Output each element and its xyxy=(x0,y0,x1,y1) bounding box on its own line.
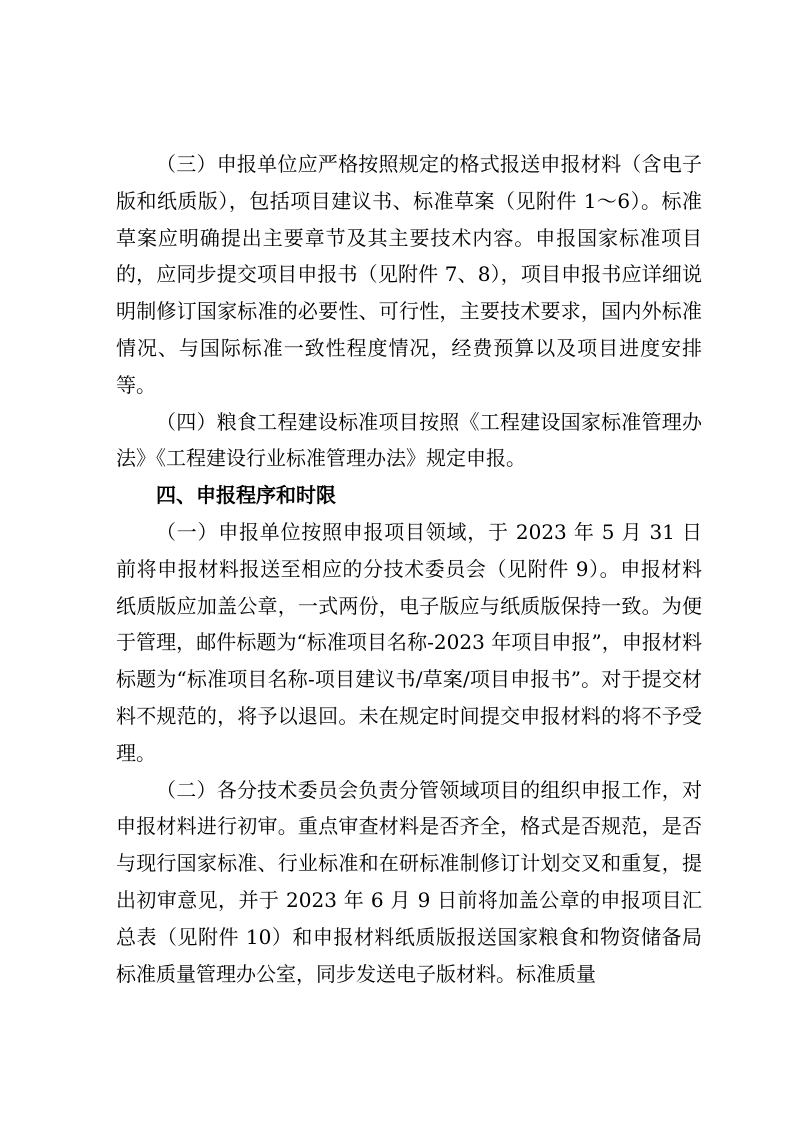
paragraph-submission-deadline: （一）申报单位按照申报项目领域，于 2023 年 5 月 31 日前将申报材料报送至相应的分技术委员会（见附件 9）。申报材料纸质版应加盖公章，一式两份，电子版应与纸质版保持一致。为便于管理，邮件标题为“标准项目名称-2023 年项目申报”，申报材料标题为“标准项目名称-项目建议书/草案/项目申报书”。对于提交材料不规范的，将予以退回。未在规定时间提交申报材料的将不予受理。 xyxy=(116,519,702,765)
paragraph-committee-review: （二）各分技术委员会负责分管领域项目的组织申报工作，对申报材料进行初审。重点审查材料是否齐全，格式是否规范，是否与现行国家标准、行业标准和在研标准制修订计划交叉和重复，提出初审意见，并于 2023 年 6 月 9 日前将加盖公章的申报项目汇总表（见附件 10）和申报材料纸质版报送国家粮食和物资储备局标准质量管理办公室，同步发送电子版材料。标准质量 xyxy=(116,777,702,986)
paragraph-submission-format: （三）申报单位应严格按照规定的格式报送申报材料（含电子版和纸质版），包括项目建议书、标准草案（见附件 1～6）。标准草案应明确提出主要章节及其主要技术内容。申报国家标准项目的，应同步提交项目申报书（见附件 7、8），项目申报书应详细说明制修订国家标准的必要性、可行性，主要技术要求，国内外标准情况、与国际标准一致性程度情况，经费预算以及项目进度安排等。 xyxy=(116,152,702,397)
section-heading: 四、申报程序和时限 xyxy=(156,483,336,508)
paragraph-engineering-standards: （四）粮食工程建设标准项目按照《工程建设国家标准管理办法》《工程建设行业标准管理办法》规定申报。 xyxy=(116,409,702,471)
document-page xyxy=(116,146,702,992)
